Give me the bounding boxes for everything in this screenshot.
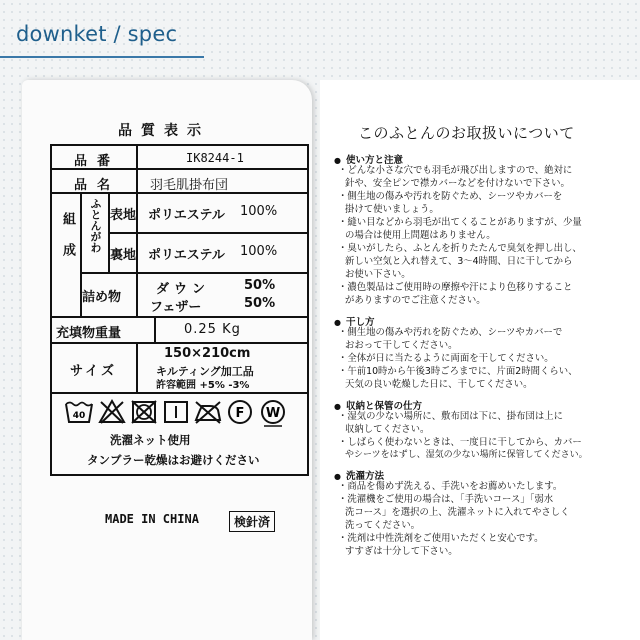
no-tumble-dry-icon [130,398,158,426]
fill-weight-value: 0.25 Kg [184,322,241,337]
inspected-stamp: 検針済 [229,511,275,532]
size-value: 150×210cm [164,346,251,361]
wet-clean-w-text: W [265,406,281,421]
washing-line: 洗ってください。 [345,520,421,531]
wet-clean-w-icon [258,398,288,428]
section-heading-usage: ● 使い方と注意 [334,152,403,166]
usage-line: お使い下さい。 [345,269,411,280]
section-heading-drying: ● 干し方 [334,314,375,328]
washing-line: ・洗剤は中性洗剤をご使用いただくと安心です。 [338,533,544,544]
no-bleach-icon [98,398,126,426]
page-header-title: downket / spec [16,22,178,46]
usage-line: がありますのでご注意ください。 [345,295,486,306]
wash-40-icon [64,398,94,426]
storage-line: ・湿気の少ない場所に、敷布団は下に、掛布団は上に [338,411,564,422]
size-label: サイズ [70,364,117,379]
outer-fabric-pct: 100% [240,204,278,219]
quilting-note: キルティング加工品 [156,365,254,378]
futongawa-label: ふとんがわ [89,198,102,253]
quality-label-heading: 品質表示 [118,123,210,139]
washing-line: すすぎは十分して下さい。 [345,546,458,557]
no-iron-icon [192,398,224,426]
tolerance-note: 許容範囲 +5% -3% [156,380,250,391]
filling-label: 詰め物 [82,290,122,305]
row-divider [80,272,307,274]
usage-line: ・どんな小さな穴でも羽毛が飛び出しますので、絶対に [338,165,573,176]
section-heading-washing: ● 洗濯方法 [334,468,384,482]
line-dry-icon [162,398,190,426]
product-name-value: 羽毛肌掛布団 [150,178,229,193]
drying-line: ・側生地の傷みや汚れを防ぐため、シーツやカバーで [338,327,563,338]
inner-fabric-value: ポリエステル [148,248,225,263]
washing-line: ・洗濯機をご使用の場合は、「手洗いコース」「弱水 [338,494,554,505]
item-number-value: IK8244-1 [186,151,244,165]
drying-line: ・午前10時から午後3時ごろまでに、片面2時間くらい、 [338,366,578,377]
col-divider [136,146,138,192]
usage-line: ・側生地の傷みや汚れを防ぐため、シーツやカバーを [338,191,563,202]
usage-line: の場合は使用上問題はありません。 [345,230,496,241]
inner-fabric-label: 裏地 [110,248,137,263]
col-divider [154,316,156,342]
storage-line: やシーツをはずし、湿気の少ない場所に保管してください。 [345,450,588,460]
washing-line: 洗コース」を選択の上、洗濯ネットに入れてやさしく [345,507,570,518]
drying-line: ・全体が日に当たるように両面を干してください。 [338,353,554,364]
wash-temp-text: 40 [72,411,86,421]
row-divider [52,342,307,344]
dry-clean-f-icon [226,398,254,426]
header-underline [0,56,204,58]
tumble-dry-note: タンブラー乾燥はお避けください [87,453,260,467]
instructions-title: このふとんのお取扱いについて [358,124,575,142]
composition-label: 組成 [60,212,75,274]
usage-line: 新しい空気と入れ替えて、3～4時間、日に干してから [345,256,573,267]
feather-label: フェザー [150,300,202,315]
storage-line: 収納してください。 [345,424,430,435]
outer-fabric-label: 表地 [110,208,137,223]
care-symbols-row [64,398,294,428]
row-divider [52,316,307,318]
row-divider [108,232,307,234]
inner-fabric-pct: 100% [240,244,278,259]
usage-line: 掛けて使いましょう。 [345,204,439,215]
section-heading-storage: ● 収納と保管の仕方 [334,398,422,412]
fill-weight-label: 充填物重量 [56,326,122,341]
storage-line: ・しばらく使わないときは、一度日に干してから、カバー [338,437,582,448]
origin-text: MADE IN CHINA [105,512,199,526]
feather-pct: 50% [244,296,276,311]
usage-line: ・臭いがしたら、ふとんを折りたたんで臭気を押し出し、 [338,243,582,254]
col-divider [136,192,138,316]
drying-line: おおって干してください。 [345,340,458,351]
washing-line: ・商品を傷めず洗える、手洗いをお薦めいたします。 [338,481,563,492]
usage-line: ・縫い目などから羽毛が出てくることがありますが、少量 [338,217,582,228]
product-name-label: 品名 [74,178,121,193]
dry-clean-f-text: F [235,406,245,421]
row-divider [52,392,307,394]
down-pct: 50% [244,278,276,293]
col-divider [136,342,138,392]
usage-line: ・濃色製品はご使用時の摩擦や汗により色移りすること [338,282,573,293]
usage-line: 針や、安全ピンで襟カバーなどを付けないで下さい。 [345,178,570,189]
laundry-net-note: 洗濯ネット使用 [110,433,191,447]
drying-line: 天気の良い乾燥した日に、干してください。 [345,379,533,390]
down-label: ダウン [156,282,211,297]
outer-fabric-value: ポリエステル [148,208,225,223]
item-number-label: 品番 [74,154,121,169]
